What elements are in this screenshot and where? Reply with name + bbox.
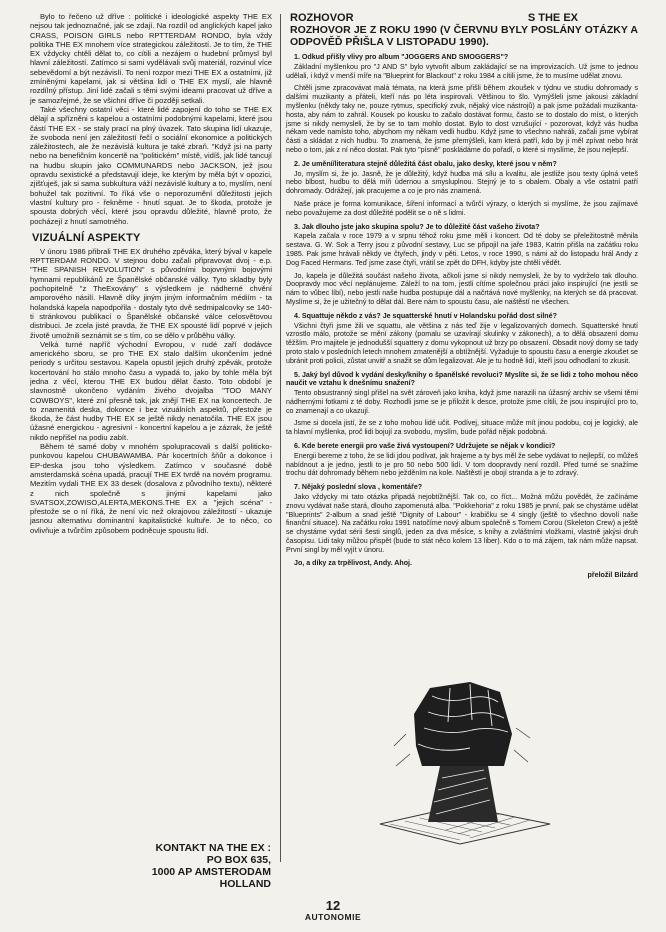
column-divider [280,14,281,862]
intro-paragraph: Bylo to řečeno už dříve : politické i ideologické aspekty THE EX nejsou tak jednoznačné, jak se zdají. Na rozdíl od anglických kapel jako CRASS, POISON GIRLS nebo RPTTERDAM RONDO, byla vždy politika THE EX mnohem více strategickou záležitostí. Je to tím, že THE EX vždycky chtěli dělat to, co cítili a nezájem o hudební průmysl byl hlavní záležitostí. Zatímco si sami vydělávali svůj materiál, rozvinul více sebevědomí a být nezávislí. To není rozpor mezi THE EX a ostatními, již zmíněnými kapelami, jak si většina lidí o THE EX myslí, ale hlavně rozdílný přístup. Jiní lidé začali s těmi svými ideami pracovat už dříve a je samozřejmé, že se všichni dříve či později setkali. [30,12,272,105]
interview-subheader: ROZHOVOR JE Z ROKU 1990 (V ČERVNU BYLY POSLÁNY OTÁZKY A ODPOVĚĎ PŘIŠLA V LISTOPADU 1990). [290,24,638,48]
question: 3. Jak dlouho jste jako skupina spolu? Je to důležité část vašeho života? [294,222,540,231]
visual-paragraph: Velká turné napříč východní Evropou, v rudé zaří dodávce amerického sboru, se pro THE EX stalo dalším ukončením jedné periody s určitou sestavou. Kapela opustil jejich druhý zpěvák, protože kocertování ho stálo mnoho času a vypadá to, jako by tohle měla být jedna z věcí, kterou THE EX budou dělat často. Toto období je slavnostně ukončeno vydáním živého dvojalba "TOO MANY COWBOYS", které zní přesně tak, jak znějí THE EX na koncertech. Je to znamenitá deska, dokonce i bez vizuálních aspektů, přestože je škoda, že část hudby THE EX se ještě nikdy nenatočila. THE EX jsou úžasné energickou - agresivní - koncertní kapelou a je zázrak, že ještě nikdo nepřišel na podiu zabít. [30,339,272,442]
question: 5. Jaký byl důvod k vydání desky/knihy o španělské revoluci? Myslíte si, že se lidi z toho mohou něco naučit ve vztahu k dnešnímu snažení? [286,370,638,388]
contact-line: KONTAKT NA THE EX : [155,842,271,854]
question: 4. Squattuje někdo z vás? Je squatterské hnutí v Holandsku pořád dost silné? [294,311,557,320]
answer: Jsme si docela jistí, že se z toho mohou lidé učit. Podívej, situace může mít jinou podobu, coj je logický, ale ta hlavní myšlenka, proč lidi bojují za svobodu, myslím, bude pořád nějak podobná. [286,419,638,437]
visual-paragraph: Během té samé doby v mnohém spolupracovali s další politicko-punkovou kapelou CHUBAWAMBA. Pár kocertních šňůr a dokonce i EP-deska jsou toho výsledkem. Zatímco v současné době amsterdamská scéna upadá, pracují THE EX tvrdě na novém programu. Mezitím vydali THE EX 33 desek (dosalova z původního textu), některé z nich společně s jinými kapelami jako SVATSOX,ZOWISO,ALERTA,MEKONS.THE EX a "jejich scéna" - přestože se o ní říká, že není víc než okrajovou záležitostí - ukazuje jasnou alternativu dominantní kapitalistické kultuře. Je to něco, co ovlivňuje a tvůrčím způsobem podněcuje spoustu lidí. [30,442,272,535]
answer: Jo, myslím si, že jo. Jasně, že je důležitý, když hudba má sílu a kvalitu, ale jestliže jsou texty úplná veteš nebo blbost, hudbu to dělá míň údernou a smysluplnou. Stejný je to s obalem. Obaly a vše ostatní patří dohromady. Odrážejí, jak pracujeme a co je pro nás znamená. [286,169,638,196]
header-right: S THE EX [527,12,578,24]
question: 6. Kde berete energii pro vaše živá vystoupení? Udržujete se nějak v kondici? [294,442,556,451]
question: 2. Je umění/literatura stejně důležitá část obalu, jako desky, které jsou v něm? [294,159,557,168]
answer: Základní myšlenkou pro "J AND S" bylo vytvořit album zakládající se na improvizacích. Už jsme to jednou udělali, i když v menší míře na "Blueprint for Blackout" z roku 1984 a cítili jsme, že to musíme udělat znovu. [286,62,638,80]
answer: Jo, kapela je důležitá součást našeho života, ačkoli jsme si nikdy nemysleli, že by to vydrželo tak dlouho. Doopravdy moc věcí neplánujeme. Záleží to na tom, jestli cítíme společnou práci jako inspirující (ne jestli se nám to vůbec líbí), nebo jestli naše hudba postupuje dál a načrtává nové myšlenky, na kterých se dá pracovat. Myslíme si, že je užitečný to dělat dál. Bere nám to spoustu času, ale naštěstí ne všechen. [286,271,638,306]
contact-line: 1000 AP AMSTERODAM [151,866,271,878]
answer: Kapela začala v roce 1979 a v srpnu téhož roku jsme měli i koncert. Od té doby se přeležitostně měnila sestava. G. W. Sok a Terry jsou z původní sestavy, Luc se připojil na jaře 1983, Katrin přišla na začátku roku 1985. Pak jsme hrávali někdy ve čtyřech, jindy v pěti. Letos, v roce 1990, s námi až do listopadu hrál Andy z Dog Faced Hermans. Teď jsme zase čtyři, vrátil se zpět do DFH, kdyby jste chtěli vědět. [286,232,638,267]
section-heading: VIZUÁLNÍ ASPEKTY [32,231,141,244]
magazine-name: AUTONOMIE [304,912,362,922]
header-left: ROZHOVOR [290,12,354,24]
answer: Chtěli jsme zpracovávat malá témata, na která jsme přišli během zkoušek v týdnu ve studiu dohromady s dalšími muzikanty a přáteli, kteří nás po léta inspirovali. Většinou to šlo. Vymýšleli jsme jakousi základní myšlenku (někdy taky ne, pouze rytmus, specifický zvuk, nějaký více nástrojů) a pak jsme požádali muzikanta-hosta, aby nám to zahrál. Kousek po kousku to začalo dostávat formu, často se to dostalo do míst, o kterých jsme si nikdy nemysleli, že by se to tam mohlo dostat. Bylo to dost vzrušující - pozorovat, když vás hudba nékam vede namísto toho, abychom my někam vedli hudbu. Když jsme to všechno nahráli, začali jsme vybírat části a skládat z nich hudbu. To znamená, že jsme přemýšleli, kam která patří, kdo by ji měl zpívat nebo hrát nebo o tom, jak z ní něco dostat. Pak tyto "písně" poskládáme do pořadí, o které si myslíme, že jsou nejlepší. [286,84,638,154]
interview-column [286,12,638,584]
page-number: 12 [325,898,341,913]
interview-header [286,12,638,24]
answer: Všichni čtyři jsme žili ve squattu, ale většina z nás teď žije v legalizovaných domech. Squatterské hnutí vzrostlo málo, protože se mění zákony (pomalu se uzavírají skulinky v zákonech), a to dělá obsazení domu těžším. Pro majitele je jednodušší squattery z domu vykopnout už brzy po obsazení. Obsadit nový domy se tady proto stalo v posledních letech mnohem zmatenější a obtížnější. Vyžaduje to spoustu času a energie zkoušet se ubránit proti policii, zůstat unvitř a snažit se dům legalizovat. Ale je tu hodně lidí, kteří jsou odhodlaní to zkusit. [286,321,638,365]
contact-line: HOLLAND [219,878,271,890]
intro-paragraph: Také všechny ostatní věci - které lidé zapojení do toho se THE EX dělají a spřízněni s kapelou a ostatními podobnými kapelami, které jsou částí THE EX - se staly prací na plný úvazek. Tato skupina lidí ukazuje, že svoboda není jen záležitostí řečí o sociální ekonomice a politických záležitostech, ale že nezávislá kultura je také zbraň. "Když jsi na party nebo na benefičním koncertě na "politickém" místě, vidíš, jak lidé tancují na hudbu skupin jako COMMUNARDS nebo JACKSON, jež jsou opravdu sexistické a představují ideje, ke kterým by měla být v opozici, zjišťuješ, jak si sama subkultura váží nezávislé kultury a to, myslím, není bohužel tak pozitivní. To říká vše o neporozumění důležitosti jejich vlastní kultury pro - řekněme - hnutí squat. Je to škoda, protože je spousta dobrých věcí, které jsou opravdu důležité, hlavně proto, že pocházejí z hnutí samotného. [30,104,272,226]
question: 1. Odkud přišly vlivy pro album "JOGGERS AND SMOGGERS"? [294,53,509,61]
answer: Jako vždycky mi tato otázka připadá nejobtížnější. Tak co, co říct... Možná můžu povědět, že začínáme znovu vydávat naše stará, dlouho zapomenutá alba. "Pokkehoria" z roku 1985 je první, pak se chystáme udělat "Blueprints" 2-album a snad ještě "Dignity of Labour" - krabičku se 4 singly (ještě to všechno dovolí naše finanční situace). Na začátku roku 1991 natočíme nový album společně s Tomem Corou (Skeleton Crew) a ještě se chystáme vydat sérii šesti singlů, jeden za dva měsíce, s knihy a zvláštními vložkami, vlastně jakýsi druh časopisu. Lidi taky můžou přispět (bude to stát něco kolem 13 liber). Kdo o to má zájem, tak nám může napsat. První singl by měl vyjít v únoru. [286,493,638,554]
left-column [30,12,272,535]
contact-block [96,842,271,890]
answer: Energii bereme z toho, že se lidi jdou podívat, jak hrajeme a ty bys měl že sebe vydávat to nejlepší, co můžeš nabídnout a je jedno, jestli to je pro 50 nebo 500 lidí. V tom doopravdy není rozdíl. Před turné se snažíme trochu dát dohromady během nebo ježděním na kole. Naštěstí je obojí stranda a je to zdravý. [286,451,638,478]
visual-paragraph: V únoru 1986 přibrali THE EX druhého zpěváka, který býval v kapele RPTTERDAM RONDO. V stejnou dobu začali připravovat dvoj - e.p. "THE SPANISH REVOLUTION" s původními bojovnými bojovými hymnami republikánů ze Španělské občanské války. Tyto skladby byly pochopitelně "z TheExovány" s výsledkem je nádherné chvění amporového násilí. Hlavně díky jiným jiným informačním médiím - ta holandská kapela napodpořila - dostaly tyto dvě sedmipalcovky se 140-ti stránkovou publikací o Španělské občanské válce celosvětovou distribuci. Je zcela jisté pravda, že THE EX spousté lidí poprvé v jejich životě umožnili seznámit se s tím, co se dělo v průběhu války. [30,246,272,340]
question: 7. Nějaký poslední slova , komentáře? [294,483,423,492]
translator-credit: přeložil Bilzárd [587,571,638,580]
signoff: Jo, a díky za trpělivost, Andy. Ahoj. [294,558,412,567]
contact-line: PO BOX 635, [206,854,271,866]
answer: Tento obsustranný singl přišel na svět zároveň jako kniha, když jsme narazili na úžasný archiv se všemi těmi nádhernými fotkami z té doby. Rozhodli jsme se je přiložit k desce, protože jsme cítili, že jsou inspirující pro to, co znamenají a co ukazují. [286,389,638,415]
raised-fist-illustration [310,674,610,864]
answer: Naše práce je forma komunikace, šíření informací a tvůrčí výrazy, o kterých si myslíme, že jsou zajímavé nebo považujeme za dost důležité podělit se o ně s lidmi. [286,199,638,217]
